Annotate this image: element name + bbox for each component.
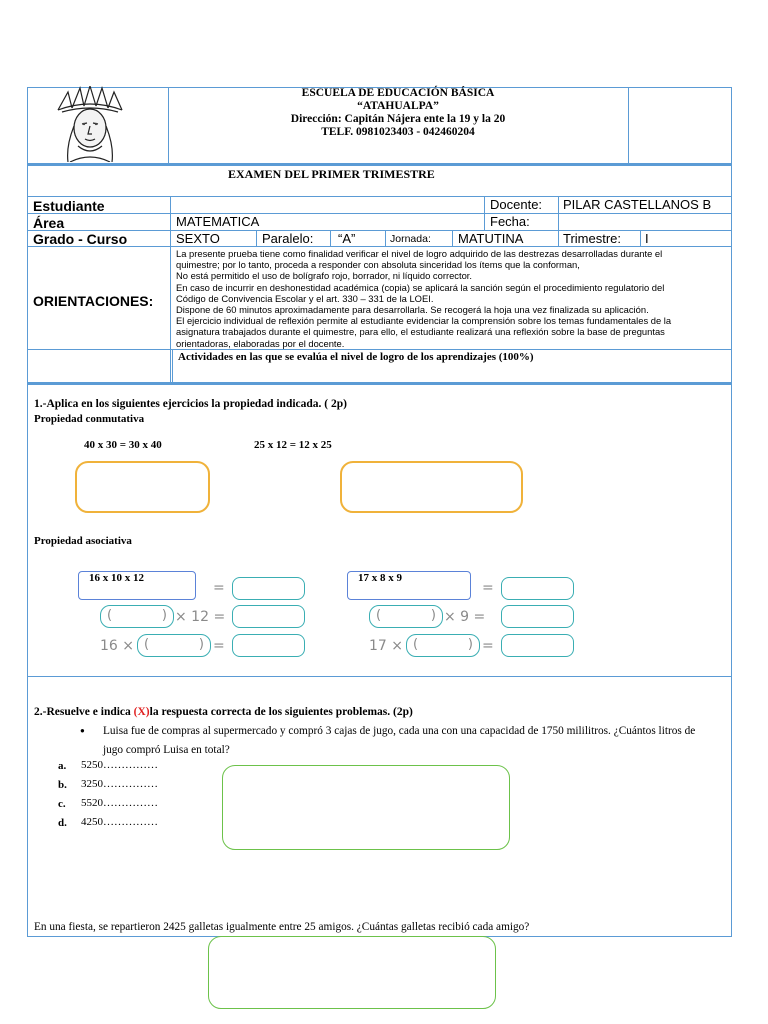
- assoc-eq-2a: =: [482, 580, 494, 596]
- option-b-text[interactable]: 3250……………: [81, 778, 158, 790]
- assoc-answer-1c[interactable]: [232, 634, 305, 657]
- teacher-label: Docente:: [490, 197, 543, 212]
- associative-label: Propiedad asociativa: [34, 535, 132, 547]
- assoc-expr-box-2: [347, 571, 471, 600]
- term-value: I: [645, 231, 649, 246]
- option-c-text[interactable]: 5520……………: [81, 797, 158, 809]
- assoc-prefix-1c: 16 ×: [100, 638, 134, 654]
- section1-title: 1.-Aplica en los siguientes ejercicios la propiedad indicada. ( 2p): [34, 398, 347, 410]
- area-label: Área: [33, 215, 65, 231]
- mark-x: (X): [133, 706, 150, 718]
- school-motto: “ATAHUALPA”: [357, 100, 439, 112]
- problem1-line2: jugo compró Luisa en total?: [103, 744, 230, 756]
- option-b-letter: b.: [58, 779, 67, 791]
- exam-title: EXAMEN DEL PRIMER TRIMESTRE: [228, 167, 435, 181]
- assoc-paren-1b[interactable]: ( ): [100, 605, 174, 628]
- grade-label: Grado - Curso: [33, 231, 128, 247]
- answer-box-problem2[interactable]: [208, 936, 496, 1009]
- teacher-value: PILAR CASTELLANOS B: [563, 197, 712, 212]
- school-address: Dirección: Capitán Nájera ente la 19 y la 20: [290, 113, 506, 125]
- assoc-expr-1: 16 x 10 x 12: [89, 572, 144, 584]
- parallel-label: Paralelo:: [262, 231, 314, 246]
- problem2-text: En una fiesta, se repartieron 2425 galletas igualmente entre 25 amigos. ¿Cuántas galletas recibió cada amigo?: [34, 921, 530, 933]
- date-label: Fecha:: [490, 214, 530, 229]
- commutative-eq-1: 40 x 30 = 30 x 40: [84, 439, 162, 451]
- assoc-expr-box-1: [78, 571, 196, 600]
- answer-box-commutative-2[interactable]: [340, 461, 523, 513]
- bullet-icon: ●: [80, 726, 85, 735]
- option-d-letter: d.: [58, 817, 67, 829]
- assoc-prefix-2c: 17 ×: [369, 638, 403, 654]
- option-c-letter: c.: [58, 798, 66, 810]
- area-value: MATEMATICA: [176, 214, 260, 229]
- assoc-eq-1c: =: [213, 638, 225, 654]
- term-label: Trimestre:: [563, 231, 622, 246]
- assoc-answer-2b[interactable]: [501, 605, 574, 628]
- parallel-value: “A”: [338, 231, 356, 246]
- assoc-expr-2: 17 x 8 x 9: [358, 572, 402, 584]
- assoc-op-1b: × 12 =: [175, 609, 226, 625]
- answer-box-commutative-1[interactable]: [75, 461, 210, 513]
- assoc-eq-2c: =: [482, 638, 494, 654]
- assoc-paren-2b[interactable]: ( ): [369, 605, 443, 628]
- school-phone: TELF. 0981023403 - 042460204: [321, 126, 475, 138]
- school-logo: [48, 86, 132, 162]
- option-d-text[interactable]: 4250……………: [81, 816, 158, 828]
- section2-title: 2.-Resuelve e indica (X)la respuesta correcta de los siguientes problemas. (2p): [34, 706, 413, 718]
- problem1-line1: Luisa fue de compras al supermercado y compró 3 cajas de jugo, cada una con una capacidad de 1750 mililitros. ¿Cuántos litros de: [103, 725, 696, 737]
- orientations-text: La presente prueba tiene como finalidad verificar el nivel de logro adquirido de las destrezas desarrolladas durante el quimestre; por lo tanto, proceda a responder con absoluta sinceridad los ítems que la conforman, No está permitido el uso de bolígrafo rojo, borrador, ni líquido corrector. En caso de incurrir en deshonestidad académica (copia) se aplicará la sanción según el procedimiento regulatorio del Código de Convivencia Escolar y el art. 330 – 331 de la LOEI. Dispone de 60 minutos aproximadamente para desarrollarla. Se recogerá la hoja una vez finalizada su aplicación. El ejercicio individual de reflexión permite al estudiante evidenciar la comprensión sobre los temas fundamentales de la asignatura trabajados durante el quimestre, para ello, el estudiante realizará una reflexión sobre la base de preguntas orientadoras, elaboradas por el docente.: [176, 248, 672, 349]
- option-a-text[interactable]: 5250……………: [81, 759, 158, 771]
- assoc-eq-1a: =: [213, 580, 225, 596]
- assoc-answer-2c[interactable]: [501, 634, 574, 657]
- school-name: ESCUELA DE EDUCACIÓN BÁSICA: [301, 87, 495, 99]
- answer-box-problem1[interactable]: [222, 765, 510, 850]
- assoc-answer-1a[interactable]: [232, 577, 305, 600]
- assoc-answer-2a[interactable]: [501, 577, 574, 600]
- assoc-paren-2c[interactable]: ( ): [406, 634, 480, 657]
- option-a-letter: a.: [58, 760, 67, 772]
- student-label: Estudiante: [33, 198, 105, 214]
- assoc-answer-1b[interactable]: [232, 605, 305, 628]
- shift-value: MATUTINA: [458, 231, 524, 246]
- grade-value: SEXTO: [176, 231, 220, 246]
- commutative-eq-2: 25 x 12 = 12 x 25: [254, 439, 332, 451]
- orientations-label: ORIENTACIONES:: [33, 293, 154, 309]
- activities-heading: Actividades en las que se evalúa el nivel de logro de los aprendizajes (100%): [178, 351, 534, 363]
- assoc-op-2b: × 9 =: [444, 609, 486, 625]
- commutative-label: Propiedad conmutativa: [34, 413, 145, 425]
- shift-label: Jornada:: [390, 233, 431, 245]
- assoc-paren-1c[interactable]: ( ): [137, 634, 211, 657]
